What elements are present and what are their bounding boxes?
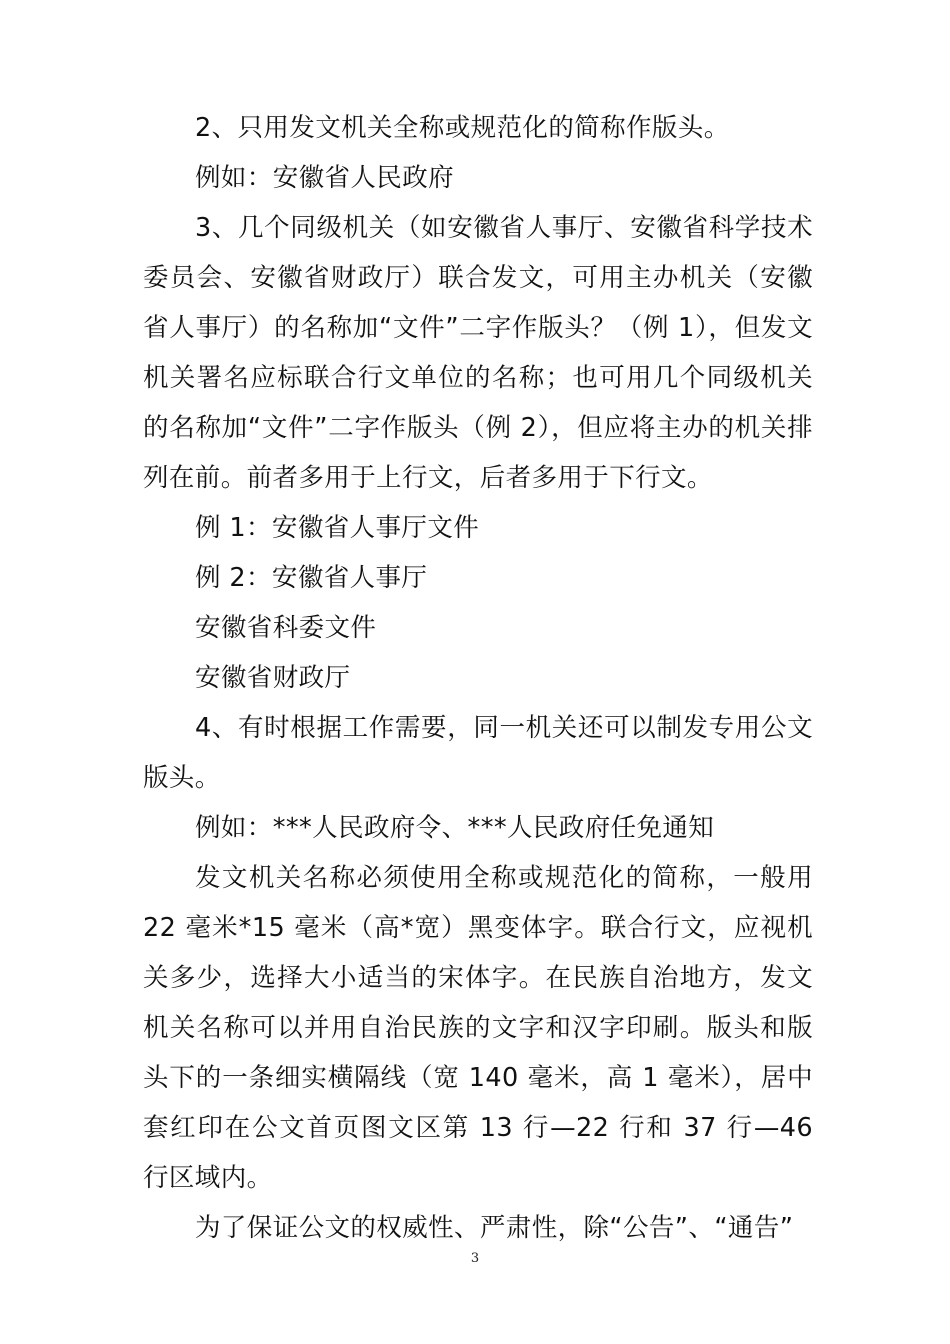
document-body (143, 103, 813, 1253)
page-number: 3 (470, 1251, 480, 1266)
paragraph-example-2-line-2: 安徽省科委文件 (195, 613, 377, 643)
paragraph-example-1: 例 1：安徽省人事厅文件 (195, 513, 480, 543)
paragraph-name-requirements: 发文机关名称必须使用全称或规范化的简称，一般用 22 毫米*15 毫米（高*宽）黑变体字。联合行文，应视机关多少，选择大小适当的宋体字。在民族自治地方，发文机关名称可以并用自治民族的文字和汉字印刷。版头和版头下的一条细实横隔线（宽 140 毫米，高 1 毫米），居中套红印在公文首页图文区第 13 行—22 行和 37 行—46 行区域内。 (143, 863, 813, 1193)
paragraph-example-rule-2: 例如：安徽省人民政府 (195, 163, 455, 193)
paragraph-authority-note: 为了保证公文的权威性、严肃性，除“公告”、“通告” (195, 1213, 794, 1243)
paragraph-rule-4: 4、有时根据工作需要，同一机关还可以制发专用公文版头。 (143, 713, 813, 793)
paragraph-example-2: 例 2：安徽省人事厅 (195, 563, 428, 593)
paragraph-example-2-line-3: 安徽省财政厅 (195, 663, 351, 693)
paragraph-rule-3: 3、几个同级机关（如安徽省人事厅、安徽省科学技术委员会、安徽省财政厅）联合发文，可用主办机关（安徽省人事厅）的名称加“文件”二字作版头？（例 1），但发文机关署名应标联合行文单位的名称；也可用几个同级机关的名称加“文件”二字作版头（例 2），但应将主办的机关排列在前。前者多用于上行文，后者多用于下行文。 (143, 213, 813, 493)
paragraph-example-rule-4: 例如：***人民政府令、***人民政府任免通知 (195, 813, 715, 843)
paragraph-rule-2: 2、只用发文机关全称或规范化的简称作版头。 (195, 113, 730, 143)
